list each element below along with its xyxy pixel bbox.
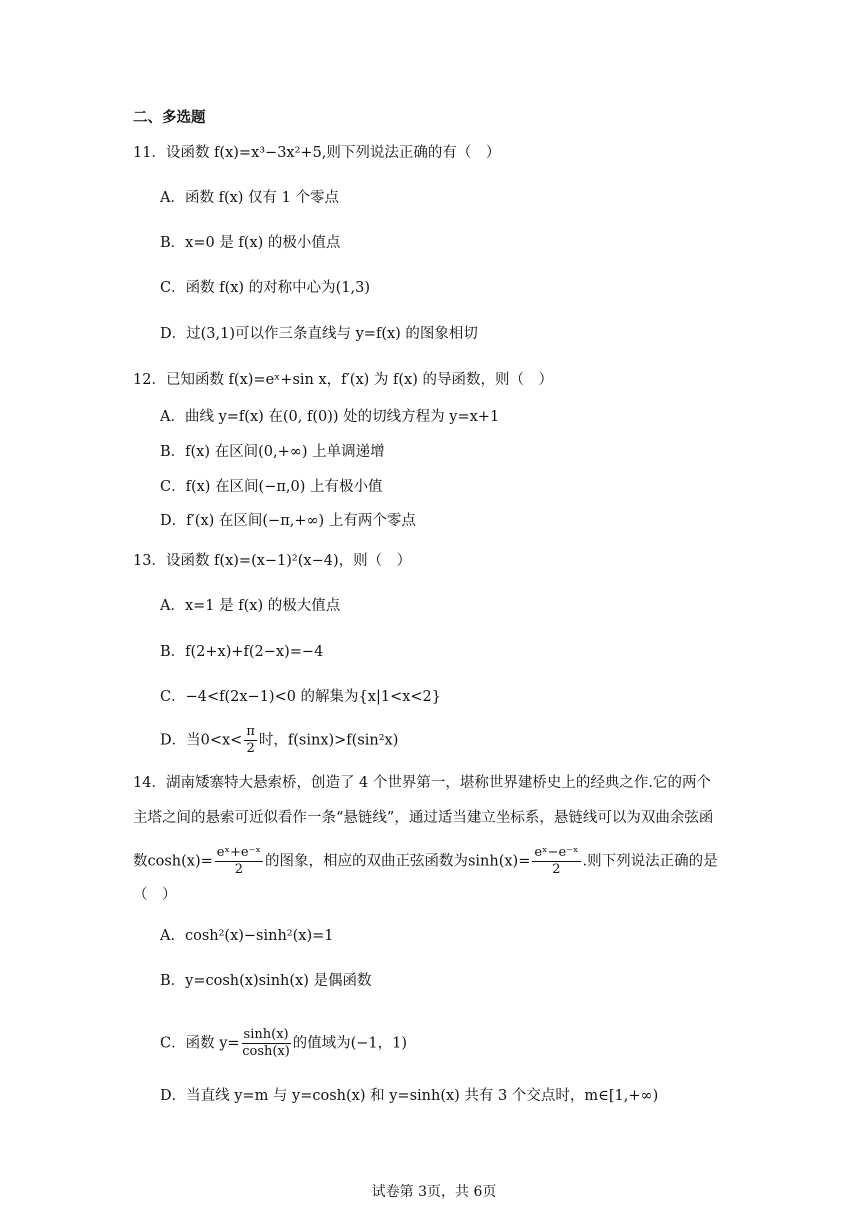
fraction-denominator: 2 <box>234 862 243 877</box>
question-13-option-b: B．f(2+x)+f(2−x)=−4 <box>160 644 324 660</box>
fraction-numerator: π <box>246 724 255 739</box>
question-13-option-a: A．x=1 是 f(x) 的极大值点 <box>160 598 341 614</box>
fraction-sinh <box>532 845 580 878</box>
question-14-stem-line-3 <box>133 845 718 878</box>
question-12-option-a: A．曲线 y=f(x) 在(0, f(0)) 处的切线方程为 y=x+1 <box>160 409 500 425</box>
fraction-pi-over-2 <box>244 724 257 757</box>
fraction-denominator: cosh(x) <box>242 1044 290 1059</box>
question-11-option-c: C．函数 f(x) 的对称中心为(1,3) <box>160 280 371 296</box>
question-12-option-c: C．f(x) 在区间(−π,0) 上有极小值 <box>160 479 383 495</box>
question-13-option-d-head: D．当0<x< <box>160 732 243 749</box>
question-11-stem: 11．设函数 f(x)=x³−3x²+5,则下列说法正确的有（ ） <box>133 145 501 161</box>
question-13-stem: 13．设函数 f(x)=(x−1)²(x−4)，则（ ） <box>133 553 412 569</box>
question-13-option-d <box>160 724 398 757</box>
question-14-option-b: B．y=cosh(x)sinh(x) 是偶函数 <box>160 973 372 989</box>
fraction-denominator: 2 <box>552 862 561 877</box>
question-12-stem: 12．已知函数 f(x)=eˣ+sin x，f′(x) 为 f(x) 的导函数，则（ ） <box>133 372 553 388</box>
question-11-option-a: A．函数 f(x) 仅有 1 个零点 <box>160 190 339 206</box>
question-14-option-c <box>160 1027 407 1060</box>
question-14-stem-line-2: 主塔之间的悬索可近似看作一条“悬链线”，通过适当建立坐标系，悬链线可以为双曲余弦函 <box>133 810 714 826</box>
question-14-option-d: D．当直线 y=m 与 y=cosh(x) 和 y=sinh(x) 共有 3 个交点时，m∈[1,+∞) <box>160 1088 659 1104</box>
question-14-stem-line-1: 14．湖南矮寨特大悬索桥，创造了 4 个世界第一，堪称世界建桥史上的经典之作.它的两个 <box>133 775 711 791</box>
question-14-option-c-tail: 的值域为(−1，1) <box>292 1035 408 1052</box>
question-13-option-c: C．−4<f(2x−1)<0 的解集为{x|1<x<2} <box>160 689 442 705</box>
question-12-option-d: D．f′(x) 在区间(−π,+∞) 上有两个零点 <box>160 513 416 529</box>
question-14-stem-line-4: （ ） <box>133 887 177 903</box>
fraction-cosh <box>215 845 263 878</box>
fraction-numerator: eˣ−e⁻ˣ <box>534 845 579 860</box>
question-14-stem-line-3-c: .则下列说法正确的是 <box>582 853 718 870</box>
fraction-numerator: eˣ+e⁻ˣ <box>216 845 261 860</box>
question-11-option-d: D．过(3,1)可以作三条直线与 y=f(x) 的图象相切 <box>160 326 478 342</box>
question-14-option-a: A．cosh²(x)−sinh²(x)=1 <box>160 928 334 944</box>
section-title: 二、多选题 <box>133 109 206 126</box>
page-footer: 试卷第 3页，共 6页 <box>371 1184 497 1200</box>
question-14-option-c-head: C．函数 y= <box>160 1035 240 1052</box>
fraction-denominator: 2 <box>246 741 255 756</box>
question-14-stem-line-3-b: 的图象，相应的双曲正弦函数为sinh(x)= <box>264 853 531 870</box>
fraction-tanh <box>242 1027 291 1060</box>
question-13-option-d-tail: 时，f(sinx)>f(sin²x) <box>258 732 399 749</box>
question-12-option-b: B．f(x) 在区间(0,+∞) 上单调递增 <box>160 444 385 460</box>
fraction-numerator: sinh(x) <box>243 1027 289 1042</box>
question-11-option-b: B．x=0 是 f(x) 的极小值点 <box>160 235 341 251</box>
question-14-stem-line-3-a: 数cosh(x)= <box>133 853 213 870</box>
